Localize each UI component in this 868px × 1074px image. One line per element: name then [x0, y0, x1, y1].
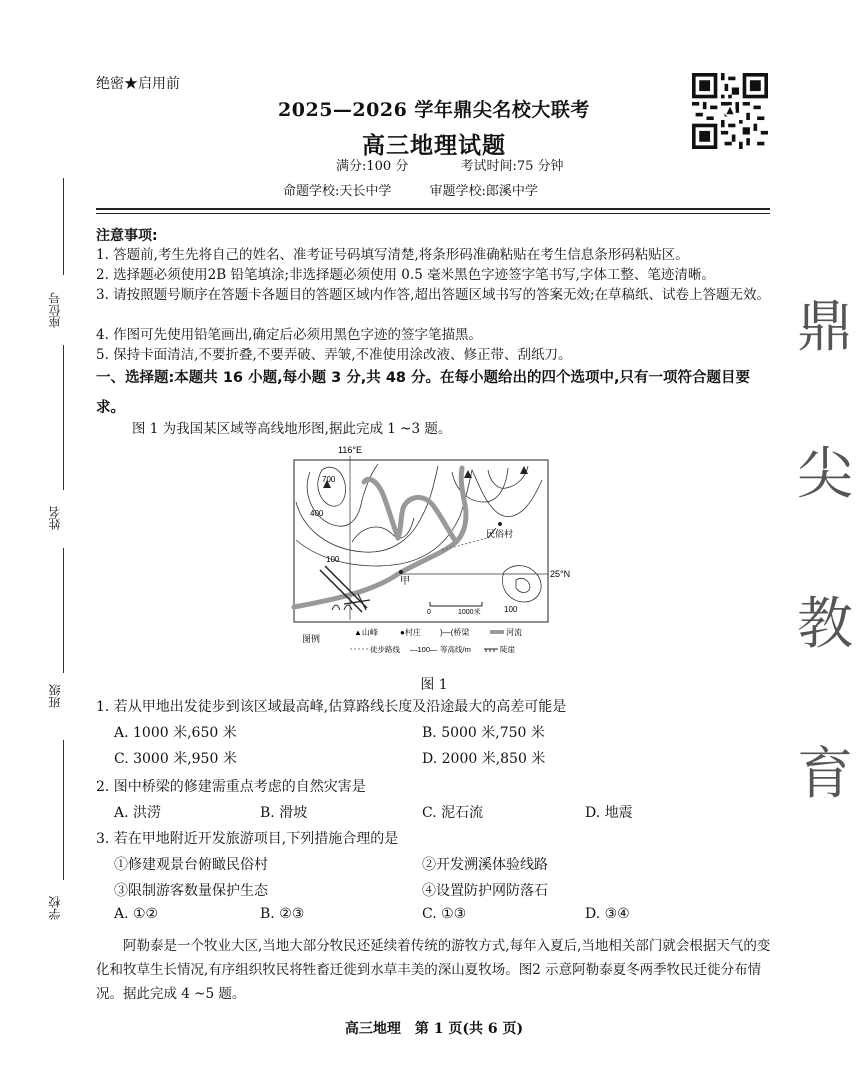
legend-bridge: )—(桥梁 [440, 628, 470, 637]
note-item: 1. 答题前,考生先将自己的姓名、准考证号码填写清楚,将条形码准确粘贴在考生信息条形码粘贴区。 [96, 247, 689, 263]
header-rule [96, 208, 770, 210]
watermark-char: 教 [797, 592, 853, 657]
exam-time: 考试时间:75 分钟 [460, 159, 564, 174]
question-stem: 2. 图中桥梁的修建需重点考虑的自然灾害是 [96, 779, 366, 795]
watermark-char: 尖 [797, 442, 853, 507]
option-d: D. 2000 米,850 米 [422, 751, 546, 767]
option-a: A. 1000 米,650 米 [114, 725, 237, 741]
note-item: 3. 请按照题号顺序在答题卡各题目的答题区域内作答,超出答题区域书写的答案无效;在草稿纸、试卷上答题无效。 [96, 287, 771, 303]
binding-line [63, 345, 64, 490]
option-c: C. 泥石流 [422, 805, 484, 821]
section-heading: 一、选择题:本题共 16 小题,每小题 3 分,共 48 分。在每小题给出的四个选项中,只有一项符合题目要求。 [96, 370, 751, 416]
option-b: B. ②③ [260, 906, 305, 922]
question-stem: 1. 若从甲地出发徒步到该区域最高峰,估算路线长度及沿途最大的高差可能是 [96, 699, 567, 715]
paper-title: 高三地理试题 [362, 132, 506, 159]
school-label: 学校 [48, 896, 62, 920]
option-a: A. 洪涝 [114, 805, 162, 821]
school-meta-row [283, 180, 572, 199]
contour-label-100: 100 [504, 605, 518, 614]
full-score: 满分:100 分 [336, 159, 409, 174]
village-label: 民俗村 [486, 529, 514, 539]
contour-label-100: 100 [326, 555, 340, 564]
latitude-label: 25°N [550, 569, 571, 579]
passage: 阿勒泰是一个牧业大区,当地大部分牧民还延续着传统的游牧方式,每年入夏后,当地相关部门就会根据天气的变化和牧草生长情况,有序组织牧民将牲畜迁徙到水草丰美的深山夏牧场。图2 示意阿勒泰夏冬两季牧民迁徙分布情况。据此完成 4 ~5 题。 [96, 938, 771, 1002]
statement-1: ①修建观景台俯瞰民俗村 [114, 857, 268, 873]
watermark-char: 育 [797, 742, 853, 807]
scale-zero: 0 [427, 609, 431, 616]
contour-map [292, 442, 571, 655]
option-d: D. ③④ [585, 906, 630, 922]
exam-meta-row [336, 155, 564, 174]
binding-line [63, 548, 64, 673]
figure-intro: 图 1 为我国某区域等高线地形图,据此完成 1 ~3 题。 [132, 421, 452, 437]
name-label: 姓名 [48, 506, 62, 530]
legend-contour: 等高线/m [440, 645, 471, 654]
legend-title: 图例 [302, 634, 321, 644]
longitude-label: 116°E [338, 445, 362, 455]
jia-label: 甲 [400, 576, 410, 587]
legend-trail: 徒步路线 [370, 645, 400, 654]
option-b: B. 5000 米,750 米 [422, 725, 545, 741]
figure-caption: 图 1 [420, 677, 448, 693]
header-rule-thin [96, 213, 770, 214]
contour-label-700: 700 [322, 475, 336, 484]
option-c: C. 3000 米,950 米 [114, 751, 237, 767]
note-item: 4. 作图可先使用铅笔画出,确定后必须用黑色字迹的签字笔描黑。 [96, 327, 482, 343]
legend-contour-sample: —100— [410, 645, 438, 654]
class-label: 班级 [48, 684, 62, 708]
statement-3: ③限制游客数量保护生态 [114, 883, 268, 899]
reviewer-school: 审题学校:郎溪中学 [429, 184, 538, 199]
legend-village: ●村庄 [400, 628, 421, 637]
binding-line [63, 740, 64, 880]
contour-label-400: 400 [310, 509, 324, 518]
legend-river: 河流 [506, 628, 522, 637]
binding-line [63, 178, 64, 275]
scale-label: 1000米 [458, 609, 481, 616]
setter-school: 命题学校:天长中学 [283, 184, 392, 199]
secret-label: 绝密★启用前 [96, 76, 180, 92]
page-footer: 高三地理 第 1 页(共 6 页) [344, 1021, 524, 1037]
question-stem: 3. 若在甲地附近开发旅游项目,下列措施合理的是 [96, 831, 399, 847]
legend-peak: ▲山峰 [354, 628, 378, 637]
legend-cliff: 陡崖 [500, 645, 515, 654]
note-item: 5. 保持卡面清洁,不要折叠,不要弄破、弄皱,不准使用涂改液、修正带、刮纸刀。 [96, 347, 572, 363]
seat-number-label: 座位号 [48, 292, 62, 328]
option-c: C. ①③ [422, 906, 467, 922]
watermark-char: 鼎 [797, 295, 853, 360]
notes-title: 注意事项: [96, 228, 158, 244]
option-b: B. 滑坡 [260, 805, 308, 821]
option-d: D. 地震 [585, 805, 633, 821]
note-item: 2. 选择题必须使用2B 铅笔填涂;非选择题必须使用 0.5 毫米黑色字迹签字笔书写,字体工整、笔迹清晰。 [96, 267, 715, 283]
statement-2: ②开发溯溪体验线路 [422, 857, 548, 873]
exam-name: 2025—2026 学年鼎尖名校大联考 [278, 99, 590, 121]
option-a: A. ①② [114, 906, 159, 922]
statement-4: ④设置防护网防落石 [422, 883, 548, 899]
